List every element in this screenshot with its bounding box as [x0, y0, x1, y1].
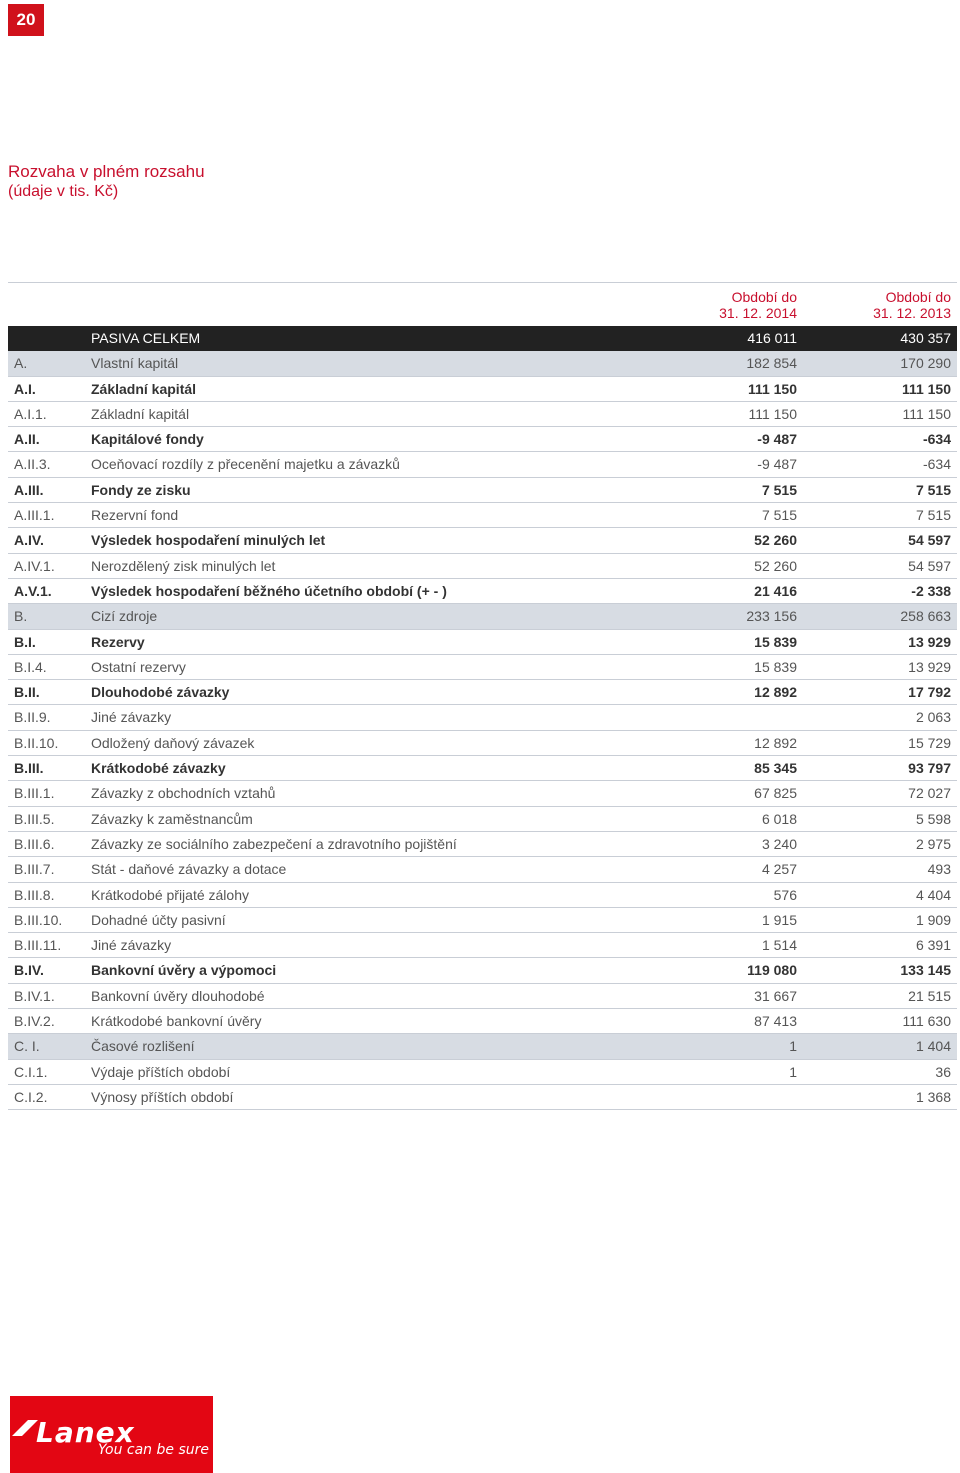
- row-value-2013: 2 063: [915, 709, 951, 726]
- table-row: [8, 630, 957, 655]
- row-label: Stát - daňové závazky a dotace: [91, 861, 287, 878]
- row-value-2013: 111 150: [901, 380, 951, 397]
- page-subtitle: (údaje v tis. Kč): [8, 183, 119, 200]
- row-code: C.I.1.: [14, 1063, 48, 1080]
- row-value-2013: 36: [935, 1063, 951, 1080]
- row-code: C. I.: [14, 1038, 40, 1055]
- row-value-2014: 67 825: [754, 785, 797, 802]
- row-value-2013: 7 515: [915, 481, 951, 498]
- row-label: Rezervní fond: [91, 507, 179, 524]
- table-row: [8, 731, 957, 756]
- row-label: Odložený daňový závazek: [91, 734, 255, 751]
- row-label: Dlouhodobé závazky: [91, 684, 230, 701]
- row-code: A.II.: [14, 431, 40, 448]
- row-value-2013: 5 598: [915, 810, 951, 827]
- row-value-2013: 1 368: [915, 1088, 951, 1105]
- row-label: Vlastní kapitál: [91, 355, 179, 372]
- row-value-2014: 31 667: [754, 987, 797, 1004]
- row-code: B.I.: [14, 633, 36, 650]
- row-label: Výnosy příštích období: [91, 1088, 234, 1105]
- row-label: Krátkodobé přijaté zálohy: [91, 886, 249, 903]
- row-code: B.III.: [14, 760, 44, 777]
- row-label: Krátkodobé bankovní úvěry: [91, 1013, 262, 1030]
- row-value-2013: 133 145: [900, 962, 951, 979]
- row-label: Jiné závazky: [91, 709, 172, 726]
- table-row: [8, 705, 957, 730]
- table-row: [8, 655, 957, 680]
- table-row: [8, 554, 957, 579]
- table-row: [8, 1009, 957, 1034]
- row-code: B.I.4.: [14, 658, 47, 675]
- row-value-2014: 111 150: [747, 380, 797, 397]
- row-value-2014: 416 011: [747, 330, 797, 346]
- row-label: Časové rozlišení: [91, 1038, 195, 1055]
- row-value-2014: 1: [789, 1038, 797, 1055]
- row-value-2013: 2 975: [915, 835, 951, 852]
- row-value-2014: 111 150: [748, 405, 797, 422]
- row-label: Základní kapitál: [91, 405, 190, 422]
- table-row: [8, 807, 957, 832]
- balance-sheet-table: [8, 282, 957, 1110]
- page-title: Rozvaha v plném rozsahu: [8, 162, 205, 181]
- row-code: B.III.1.: [14, 785, 55, 802]
- row-value-2014: 233 156: [746, 608, 797, 625]
- table-row: [8, 1085, 957, 1110]
- row-value-2013: 4 404: [915, 886, 951, 903]
- table-row: [8, 604, 957, 629]
- row-code: B.II.: [14, 684, 40, 701]
- row-value-2014: 12 892: [754, 684, 797, 701]
- row-label: Závazky k zaměstnancům: [91, 810, 253, 827]
- logo-tagline: You can be sure: [98, 1442, 209, 1458]
- row-code: B.III.11.: [14, 937, 62, 954]
- row-label: Závazky z obchodních vztahů: [91, 785, 276, 802]
- column-header-2013: Období do 31. 12. 2013: [873, 289, 951, 321]
- row-value-2014: -9 487: [757, 456, 797, 473]
- table-row: [8, 452, 957, 477]
- row-label: Výsledek hospodaření běžného účetního období (+ - ): [91, 582, 447, 599]
- row-code: A.I.: [14, 380, 36, 397]
- row-label: PASIVA CELKEM: [91, 330, 201, 346]
- row-label: Výdaje příštích období: [91, 1063, 231, 1080]
- table-row: [8, 958, 957, 983]
- row-value-2013: -2 338: [911, 582, 951, 599]
- row-label: Fondy ze zisku: [91, 481, 191, 498]
- row-value-2013: 54 597: [908, 532, 951, 549]
- table-row: [8, 781, 957, 806]
- lanex-logo: [10, 1396, 213, 1473]
- table-row: [8, 377, 957, 402]
- row-label: Ostatní rezervy: [91, 658, 186, 675]
- table-row: [8, 478, 957, 503]
- row-label: Bankovní úvěry a výpomoci: [91, 962, 277, 979]
- row-value-2013: 7 515: [915, 507, 951, 524]
- row-value-2013: 54 597: [908, 557, 951, 574]
- row-value-2013: 15 729: [908, 734, 951, 751]
- logo-wordmark: Lanex: [36, 1416, 135, 1449]
- page-number-badge: 20: [8, 4, 44, 36]
- table-body: [8, 326, 957, 1110]
- row-value-2013: 13 929: [908, 658, 951, 675]
- table-header: [8, 282, 957, 326]
- row-label: Kapitálové fondy: [91, 431, 204, 448]
- row-code: A.II.3.: [14, 456, 51, 473]
- row-value-2014: 15 839: [754, 633, 797, 650]
- row-value-2014: 1: [789, 1063, 797, 1080]
- row-code: B.IV.: [14, 962, 44, 979]
- row-value-2013: 430 357: [900, 330, 951, 346]
- row-code: B.II.10.: [14, 734, 59, 751]
- row-code: A.I.1.: [14, 405, 47, 422]
- table-row: [8, 832, 957, 857]
- row-code: B.: [14, 608, 28, 625]
- row-value-2014: 576: [773, 886, 797, 903]
- table-row: [8, 883, 957, 908]
- row-value-2014: 4 257: [761, 861, 797, 878]
- row-value-2014: 87 413: [754, 1013, 797, 1030]
- row-code: A.IV.: [14, 532, 44, 549]
- table-row: [8, 933, 957, 958]
- table-row: [8, 984, 957, 1009]
- row-label: Cizí zdroje: [91, 608, 158, 625]
- row-value-2014: 1 915: [761, 911, 797, 928]
- table-row: [8, 402, 957, 427]
- row-code: B.III.10.: [14, 911, 63, 928]
- row-value-2013: -634: [922, 456, 951, 473]
- row-value-2014: 6 018: [761, 810, 797, 827]
- row-value-2013: 21 515: [908, 987, 951, 1004]
- row-value-2014: 3 240: [761, 835, 797, 852]
- row-code: B.II.9.: [14, 709, 51, 726]
- row-value-2013: 170 290: [900, 355, 951, 372]
- row-label: Jiné závazky: [91, 937, 172, 954]
- row-value-2014: 182 854: [746, 355, 797, 372]
- row-code: B.III.7.: [14, 861, 55, 878]
- row-value-2013: 111 150: [902, 405, 951, 422]
- row-label: Rezervy: [91, 633, 145, 650]
- row-value-2014: 12 892: [754, 734, 797, 751]
- row-code: B.III.8.: [14, 886, 55, 903]
- row-value-2014: 119 080: [747, 962, 797, 979]
- row-value-2013: 17 792: [908, 684, 951, 701]
- row-code: A.III.: [14, 481, 44, 498]
- row-label: Krátkodobé závazky: [91, 760, 226, 777]
- row-value-2014: 21 416: [754, 582, 797, 599]
- row-value-2013: 111 630: [902, 1013, 951, 1030]
- row-value-2013: 6 391: [915, 937, 951, 954]
- row-label: Výsledek hospodaření minulých let: [91, 532, 326, 549]
- table-row: [8, 579, 957, 604]
- row-label: Závazky ze sociálního zabezpečení a zdravotního pojištění: [91, 835, 457, 852]
- table-row: [8, 857, 957, 882]
- row-code: B.IV.1.: [14, 987, 55, 1004]
- row-label: Dohadné účty pasivní: [91, 911, 226, 928]
- row-value-2014: 52 260: [754, 557, 797, 574]
- table-row: [8, 503, 957, 528]
- table-row: [8, 1060, 957, 1085]
- row-code: A.III.1.: [14, 507, 55, 524]
- row-label: Základní kapitál: [91, 380, 197, 397]
- row-value-2014: 52 260: [754, 532, 797, 549]
- table-row: [8, 756, 957, 781]
- row-value-2013: 1 404: [915, 1038, 951, 1055]
- row-code: B.IV.2.: [14, 1013, 55, 1030]
- total-row: [8, 326, 957, 351]
- column-header-2014: Období do 31. 12. 2014: [719, 289, 797, 321]
- row-value-2013: 493: [927, 861, 951, 878]
- row-code: A.V.1.: [14, 582, 52, 599]
- row-label: Nerozdělený zisk minulých let: [91, 557, 276, 574]
- row-code: C.I.2.: [14, 1088, 48, 1105]
- row-value-2013: 258 663: [900, 608, 951, 625]
- table-row: [8, 680, 957, 705]
- row-code: A.: [14, 355, 28, 372]
- table-row: [8, 351, 957, 376]
- table-row: [8, 1034, 957, 1059]
- row-label: Bankovní úvěry dlouhodobé: [91, 987, 265, 1004]
- row-value-2014: 7 515: [761, 481, 797, 498]
- row-value-2014: 1 514: [761, 937, 797, 954]
- table-row: [8, 427, 957, 452]
- row-code: A.IV.1.: [14, 557, 55, 574]
- row-value-2014: 85 345: [754, 760, 797, 777]
- row-value-2013: -634: [922, 431, 951, 448]
- table-row: [8, 908, 957, 933]
- row-code: B.III.5.: [14, 810, 55, 827]
- row-value-2013: 1 909: [915, 911, 951, 928]
- row-value-2013: 93 797: [908, 760, 951, 777]
- row-value-2013: 72 027: [908, 785, 951, 802]
- row-label: Oceňovací rozdíly z přecenění majetku a závazků: [91, 456, 400, 473]
- row-value-2014: -9 487: [757, 431, 797, 448]
- row-code: B.III.6.: [14, 835, 55, 852]
- table-row: [8, 528, 957, 553]
- row-value-2014: 15 839: [754, 658, 797, 675]
- row-value-2013: 13 929: [908, 633, 951, 650]
- row-value-2014: 7 515: [761, 507, 797, 524]
